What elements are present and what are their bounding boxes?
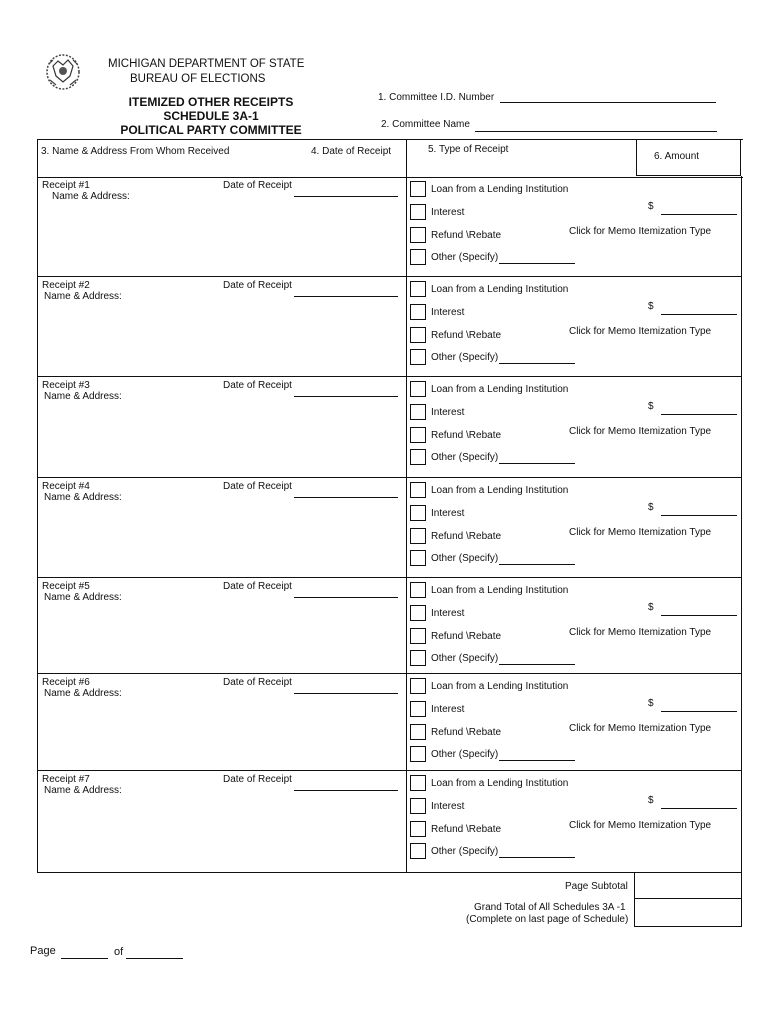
other-label: Other (Specify) — [431, 653, 499, 664]
refund-checkbox[interactable] — [410, 821, 426, 837]
other-checkbox[interactable] — [410, 349, 426, 365]
name-address-label: Name & Address: — [44, 391, 122, 402]
row-separator — [37, 673, 742, 674]
michigan-seal-icon — [44, 52, 82, 92]
loan-checkbox[interactable] — [410, 281, 426, 297]
date-of-receipt-label: Date of Receipt — [223, 481, 292, 492]
date-of-receipt-label: Date of Receipt — [223, 774, 292, 785]
receipt-number-label: Receipt #6 — [42, 677, 90, 688]
page-subtotal-label: Page Subtotal — [565, 881, 628, 892]
amount-line[interactable] — [661, 214, 737, 215]
date-of-receipt-line[interactable] — [294, 396, 398, 397]
row-separator — [37, 276, 742, 277]
refund-checkbox[interactable] — [410, 427, 426, 443]
divider — [406, 139, 407, 176]
interest-checkbox[interactable] — [410, 798, 426, 814]
row-separator — [37, 577, 742, 578]
page-number-line[interactable] — [61, 958, 108, 959]
dollar-sign: $ — [648, 401, 654, 412]
page-total-line[interactable] — [126, 958, 183, 959]
dollar-sign: $ — [648, 698, 654, 709]
date-of-receipt-label: Date of Receipt — [223, 180, 292, 191]
dept-line1: MICHIGAN DEPARTMENT OF STATE — [108, 58, 305, 70]
other-specify-line[interactable] — [499, 564, 575, 565]
other-label: Other (Specify) — [431, 252, 499, 263]
other-specify-line[interactable] — [499, 363, 575, 364]
loan-label: Loan from a Lending Institution — [431, 681, 569, 692]
grand-total-note: (Complete on last page of Schedule) — [466, 914, 629, 925]
dollar-sign: $ — [648, 301, 654, 312]
committee-name-label: 2. Committee Name — [381, 119, 470, 130]
col5-header: 5. Type of Receipt — [428, 144, 509, 155]
dept-line2: BUREAU OF ELECTIONS — [130, 73, 266, 85]
refund-checkbox[interactable] — [410, 528, 426, 544]
refund-label: Refund \Rebate — [431, 531, 502, 542]
amount-line[interactable] — [661, 711, 737, 712]
col6-header: 6. Amount — [654, 151, 700, 162]
other-specify-line[interactable] — [499, 664, 575, 665]
title-line3: POLITICAL PARTY COMMITTEE — [120, 123, 302, 137]
date-of-receipt-label: Date of Receipt — [223, 280, 292, 291]
amount-line[interactable] — [661, 808, 737, 809]
other-specify-line[interactable] — [499, 760, 575, 761]
dollar-sign: $ — [648, 201, 654, 212]
committee-id-field[interactable] — [378, 92, 494, 103]
other-label: Other (Specify) — [431, 749, 499, 760]
other-specify-line[interactable] — [499, 857, 575, 858]
form-title — [112, 95, 310, 137]
receipt-number-label: Receipt #5 — [42, 581, 90, 592]
row-separator — [37, 770, 742, 771]
refund-label: Refund \Rebate — [431, 330, 502, 341]
date-of-receipt-label: Date of Receipt — [223, 380, 292, 391]
receipt-number-label: Receipt #7 — [42, 774, 90, 785]
interest-label: Interest — [431, 608, 465, 619]
date-of-receipt-line[interactable] — [294, 597, 398, 598]
name-address-label: Name & Address: — [44, 291, 122, 302]
other-label: Other (Specify) — [431, 553, 499, 564]
interest-checkbox[interactable] — [410, 605, 426, 621]
interest-label: Interest — [431, 704, 465, 715]
memo-itemization-link[interactable]: Click for Memo Itemization Type — [569, 527, 712, 538]
loan-checkbox[interactable] — [410, 181, 426, 197]
col3-header: 3. Name & Address From Whom Received — [41, 146, 230, 157]
date-of-receipt-label: Date of Receipt — [223, 677, 292, 688]
date-of-receipt-line[interactable] — [294, 693, 398, 694]
divider — [741, 176, 742, 872]
loan-label: Loan from a Lending Institution — [431, 585, 569, 596]
page-label: Page — [30, 945, 56, 957]
divider — [406, 176, 407, 872]
loan-label: Loan from a Lending Institution — [431, 384, 569, 395]
other-checkbox[interactable] — [410, 550, 426, 566]
other-label: Other (Specify) — [431, 452, 499, 463]
loan-label: Loan from a Lending Institution — [431, 485, 569, 496]
name-address-label: Name & Address: — [44, 785, 122, 796]
other-checkbox[interactable] — [410, 650, 426, 666]
dollar-sign: $ — [648, 795, 654, 806]
interest-label: Interest — [431, 407, 465, 418]
other-checkbox[interactable] — [410, 449, 426, 465]
memo-itemization-link[interactable]: Click for Memo Itemization Type — [569, 326, 712, 337]
divider — [634, 898, 742, 899]
interest-checkbox[interactable] — [410, 204, 426, 220]
other-specify-line[interactable] — [499, 263, 575, 264]
interest-checkbox[interactable] — [410, 404, 426, 420]
date-of-receipt-line[interactable] — [294, 196, 398, 197]
refund-label: Refund \Rebate — [431, 430, 502, 441]
other-specify-line[interactable] — [499, 463, 575, 464]
date-of-receipt-line[interactable] — [294, 790, 398, 791]
memo-itemization-link[interactable]: Click for Memo Itemization Type — [569, 723, 712, 734]
date-of-receipt-label: Date of Receipt — [223, 581, 292, 592]
divider — [37, 872, 634, 873]
refund-checkbox[interactable] — [410, 628, 426, 644]
memo-itemization-link[interactable]: Click for Memo Itemization Type — [569, 226, 712, 237]
loan-checkbox[interactable] — [410, 482, 426, 498]
interest-label: Interest — [431, 207, 465, 218]
row-separator — [37, 477, 742, 478]
receipt-number-label: Receipt #4 — [42, 481, 90, 492]
loan-checkbox[interactable] — [410, 775, 426, 791]
refund-label: Refund \Rebate — [431, 230, 502, 241]
memo-itemization-link[interactable]: Click for Memo Itemization Type — [569, 426, 712, 437]
amount-line[interactable] — [661, 314, 737, 315]
interest-label: Interest — [431, 801, 465, 812]
amount-line[interactable] — [661, 615, 737, 616]
interest-checkbox[interactable] — [410, 505, 426, 521]
interest-label: Interest — [431, 307, 465, 318]
name-address-label: Name & Address: — [44, 592, 122, 603]
name-address-label: Name & Address: — [52, 191, 130, 202]
interest-checkbox[interactable] — [410, 701, 426, 717]
dollar-sign: $ — [648, 502, 654, 513]
committee-id-label: 1. Committee I.D. Number — [378, 92, 495, 103]
other-label: Other (Specify) — [431, 352, 499, 363]
refund-checkbox[interactable] — [410, 724, 426, 740]
interest-label: Interest — [431, 508, 465, 519]
col4-header: 4. Date of Receipt — [311, 146, 392, 157]
loan-checkbox[interactable] — [410, 381, 426, 397]
refund-label: Refund \Rebate — [431, 631, 502, 642]
dollar-sign: $ — [648, 602, 654, 613]
other-checkbox[interactable] — [410, 843, 426, 859]
date-of-receipt-line[interactable] — [294, 497, 398, 498]
title-line1: ITEMIZED OTHER RECEIPTS — [128, 95, 294, 109]
committee-name-line[interactable] — [475, 131, 717, 132]
refund-label: Refund \Rebate — [431, 727, 502, 738]
refund-label: Refund \Rebate — [431, 824, 502, 835]
other-checkbox[interactable] — [410, 746, 426, 762]
memo-itemization-link[interactable]: Click for Memo Itemization Type — [569, 627, 712, 638]
title-line2: SCHEDULE 3A-1 — [163, 109, 259, 123]
committee-name-field[interactable] — [381, 119, 470, 130]
name-address-label: Name & Address: — [44, 492, 122, 503]
name-address-label: Name & Address: — [44, 688, 122, 699]
amount-line[interactable] — [661, 414, 737, 415]
loan-checkbox[interactable] — [410, 582, 426, 598]
grand-total-label: Grand Total of All Schedules 3A -1 — [474, 902, 626, 913]
row-separator — [37, 376, 742, 377]
receipt-number-label: Receipt #1 — [42, 180, 90, 191]
interest-checkbox[interactable] — [410, 304, 426, 320]
memo-itemization-link[interactable]: Click for Memo Itemization Type — [569, 820, 712, 831]
department-header — [108, 57, 304, 87]
refund-checkbox[interactable] — [410, 327, 426, 343]
loan-checkbox[interactable] — [410, 678, 426, 694]
amount-line[interactable] — [661, 515, 737, 516]
totals-box[interactable] — [634, 872, 742, 927]
refund-checkbox[interactable] — [410, 227, 426, 243]
other-label: Other (Specify) — [431, 846, 499, 857]
receipt-number-label: Receipt #3 — [42, 380, 90, 391]
divider — [37, 176, 38, 872]
date-of-receipt-line[interactable] — [294, 296, 398, 297]
loan-label: Loan from a Lending Institution — [431, 778, 569, 789]
committee-id-line[interactable] — [500, 102, 716, 103]
receipt-number-label: Receipt #2 — [42, 280, 90, 291]
loan-label: Loan from a Lending Institution — [431, 284, 569, 295]
of-label: of — [114, 946, 124, 958]
other-checkbox[interactable] — [410, 249, 426, 265]
loan-label: Loan from a Lending Institution — [431, 184, 569, 195]
